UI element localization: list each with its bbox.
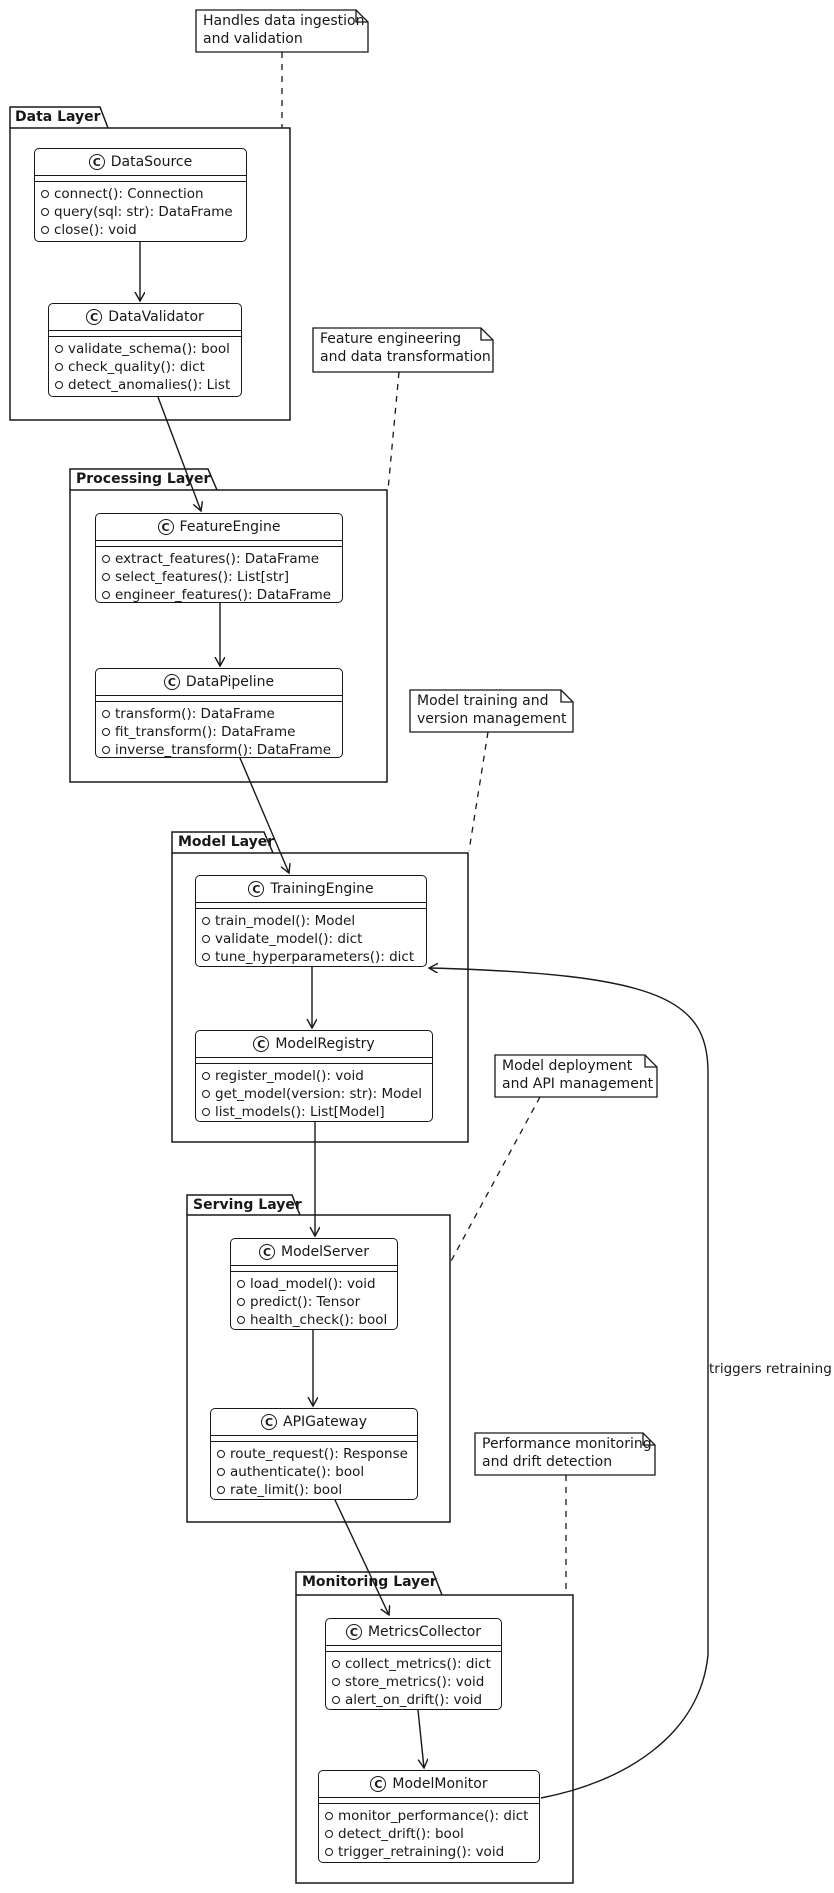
class-circle-c-icon: C [86, 309, 102, 325]
note-training [417, 693, 567, 728]
note-line: Model deployment [502, 1058, 633, 1074]
package-label-monitoring-layer: Monitoring Layer [302, 1574, 437, 1590]
class-circle-c-icon: C [261, 1414, 277, 1430]
method-text: load_model(): void [250, 1276, 376, 1292]
visibility-circle-icon [102, 591, 110, 599]
visibility-circle-icon [237, 1280, 245, 1288]
method-text: tune_hyperparameters(): dict [215, 949, 415, 965]
class-methods [231, 1272, 397, 1332]
method-row [41, 203, 241, 221]
class-datavalidator [48, 303, 242, 397]
class-metricscollector [325, 1618, 502, 1710]
method-text: monitor_performance(): dict [338, 1808, 529, 1824]
visibility-circle-icon [202, 1072, 210, 1080]
class-circle-c-icon: C [164, 674, 180, 690]
class-name: DataSource [110, 154, 193, 170]
visibility-circle-icon [102, 710, 110, 718]
method-text: register_model(): void [215, 1068, 364, 1084]
arrow-apigateway-metricscollector [335, 1500, 389, 1615]
method-row [202, 1067, 427, 1085]
visibility-circle-icon [102, 573, 110, 581]
method-row [55, 340, 236, 358]
method-text: check_quality(): dict [68, 359, 205, 375]
method-row [202, 930, 421, 948]
visibility-circle-icon [202, 935, 210, 943]
method-row [202, 1103, 427, 1121]
method-text: query(sql: str): DataFrame [54, 204, 233, 220]
visibility-circle-icon [325, 1812, 333, 1820]
class-datasource [34, 148, 247, 242]
note-connector-training [469, 732, 488, 851]
class-modelmonitor [318, 1770, 540, 1863]
class-apigateway [210, 1408, 418, 1500]
visibility-circle-icon [202, 1090, 210, 1098]
visibility-circle-icon [217, 1450, 225, 1458]
method-row [102, 550, 337, 568]
class-methods [326, 1652, 501, 1712]
class-featureengine [95, 513, 343, 603]
class-name: DataPipeline [185, 674, 275, 690]
method-row [102, 741, 337, 759]
class-title [35, 149, 246, 176]
method-row [102, 723, 337, 741]
class-methods [35, 182, 246, 242]
class-modelserver [230, 1238, 398, 1330]
visibility-circle-icon [55, 345, 63, 353]
method-text: predict(): Tensor [250, 1294, 361, 1310]
class-name: MetricsCollector [367, 1624, 482, 1640]
class-title [96, 669, 342, 696]
note-line: Handles data ingestion [203, 13, 365, 29]
class-title [319, 1771, 539, 1798]
class-name: ModelMonitor [392, 1776, 488, 1792]
note-line: Model training and [417, 693, 549, 709]
method-text: transform(): DataFrame [115, 706, 275, 722]
class-title [96, 514, 342, 541]
method-text: validate_schema(): bool [68, 341, 230, 357]
visibility-circle-icon [55, 381, 63, 389]
visibility-circle-icon [41, 190, 49, 198]
arrow-datavalidator-featureengine [158, 397, 201, 511]
method-row [41, 221, 241, 239]
class-methods [49, 337, 241, 397]
method-text: authenticate(): bool [230, 1464, 365, 1480]
class-circle-c-icon: C [259, 1244, 275, 1260]
visibility-circle-icon [41, 226, 49, 234]
method-row [332, 1691, 496, 1709]
method-text: health_check(): bool [250, 1312, 388, 1328]
class-name: ModelRegistry [275, 1036, 375, 1052]
note-feature [320, 331, 491, 366]
class-name: TrainingEngine [270, 881, 374, 897]
method-row [217, 1445, 412, 1463]
method-text: alert_on_drift(): void [345, 1692, 483, 1708]
method-text: get_model(version: str): Model [215, 1086, 423, 1102]
class-modelregistry [195, 1030, 433, 1122]
class-circle-c-icon: C [158, 519, 174, 535]
note-ingestion [203, 13, 364, 48]
method-text: fit_transform(): DataFrame [115, 724, 296, 740]
method-row [55, 358, 236, 376]
method-text: validate_model(): dict [215, 931, 363, 947]
method-text: connect(): Connection [54, 186, 204, 202]
method-row [325, 1807, 534, 1825]
arrow-metricscollector-modelmonitor [418, 1710, 424, 1768]
method-row [202, 948, 421, 966]
class-title [326, 1619, 501, 1646]
method-row [102, 705, 337, 723]
package-label-processing-layer: Processing Layer [76, 471, 211, 487]
method-row [325, 1843, 534, 1861]
class-name: FeatureEngine [179, 519, 281, 535]
class-title [49, 304, 241, 331]
class-circle-c-icon: C [248, 881, 264, 897]
edge-label-triggers-retraining: triggers retraining [709, 1361, 832, 1377]
method-text: route_request(): Response [230, 1446, 408, 1462]
method-text: close(): void [54, 222, 137, 238]
method-text: engineer_features(): DataFrame [115, 587, 332, 603]
method-row [102, 586, 337, 604]
method-row [237, 1293, 392, 1311]
note-line: Performance monitoring [482, 1436, 652, 1452]
method-text: train_model(): Model [215, 913, 356, 929]
visibility-circle-icon [237, 1316, 245, 1324]
class-circle-c-icon: C [346, 1624, 362, 1640]
note-connector-feature [388, 372, 399, 490]
method-text: collect_metrics(): dict [345, 1656, 491, 1672]
method-text: rate_limit(): bool [230, 1482, 343, 1498]
class-trainingengine [195, 875, 427, 967]
method-row [202, 1085, 427, 1103]
visibility-circle-icon [102, 746, 110, 754]
note-connector-deployment [450, 1097, 540, 1263]
class-circle-c-icon: C [89, 154, 105, 170]
visibility-circle-icon [41, 208, 49, 216]
method-text: trigger_retraining(): void [338, 1844, 505, 1860]
visibility-circle-icon [202, 917, 210, 925]
class-methods [319, 1804, 539, 1864]
arrow-datapipeline-trainingengine [240, 758, 289, 873]
visibility-circle-icon [332, 1678, 340, 1686]
method-text: store_metrics(): void [345, 1674, 485, 1690]
note-line: and data transformation [320, 348, 491, 365]
method-row [102, 568, 337, 586]
class-circle-c-icon: C [370, 1776, 386, 1792]
visibility-circle-icon [202, 953, 210, 961]
class-name: APIGateway [283, 1414, 367, 1430]
visibility-circle-icon [325, 1848, 333, 1856]
method-text: list_models(): List[Model] [215, 1104, 385, 1120]
class-title [196, 1031, 432, 1058]
note-deployment [502, 1058, 653, 1093]
method-row [325, 1825, 534, 1843]
note-monitoring [482, 1436, 652, 1471]
class-datapipeline [95, 668, 343, 758]
class-name: DataValidator [108, 309, 204, 325]
note-line: Feature engineering [320, 331, 462, 347]
class-methods [211, 1442, 417, 1502]
visibility-circle-icon [217, 1486, 225, 1494]
method-row [202, 912, 421, 930]
class-methods [96, 702, 342, 762]
method-row [237, 1311, 392, 1329]
visibility-circle-icon [55, 363, 63, 371]
class-methods [96, 547, 342, 607]
visibility-circle-icon [237, 1298, 245, 1306]
note-line: version management [417, 710, 567, 727]
visibility-circle-icon [332, 1696, 340, 1704]
visibility-circle-icon [102, 555, 110, 563]
visibility-circle-icon [325, 1830, 333, 1838]
method-row [55, 376, 236, 394]
method-text: select_features(): List[str] [115, 569, 290, 585]
package-label-model-layer: Model Layer [178, 834, 275, 850]
method-text: extract_features(): DataFrame [115, 551, 320, 567]
visibility-circle-icon [202, 1108, 210, 1116]
class-methods [196, 1064, 432, 1124]
class-circle-c-icon: C [253, 1036, 269, 1052]
method-text: detect_anomalies(): List [68, 377, 231, 393]
class-methods [196, 909, 426, 969]
method-row [41, 185, 241, 203]
note-line: and drift detection [482, 1453, 613, 1470]
method-row [217, 1463, 412, 1481]
visibility-circle-icon [102, 728, 110, 736]
visibility-circle-icon [332, 1660, 340, 1668]
method-row [237, 1275, 392, 1293]
method-row [332, 1655, 496, 1673]
method-text: detect_drift(): bool [338, 1826, 464, 1842]
package-label-serving-layer: Serving Layer [193, 1197, 302, 1213]
method-text: inverse_transform(): DataFrame [115, 742, 332, 758]
package-label-data-layer: Data Layer [15, 109, 101, 125]
method-row [217, 1481, 412, 1499]
class-title [196, 876, 426, 903]
method-row [332, 1673, 496, 1691]
note-line: and validation [203, 30, 303, 47]
visibility-circle-icon [217, 1468, 225, 1476]
class-name: ModelServer [281, 1244, 369, 1260]
class-title [231, 1239, 397, 1266]
class-title [211, 1409, 417, 1436]
note-line: and API management [502, 1075, 654, 1092]
